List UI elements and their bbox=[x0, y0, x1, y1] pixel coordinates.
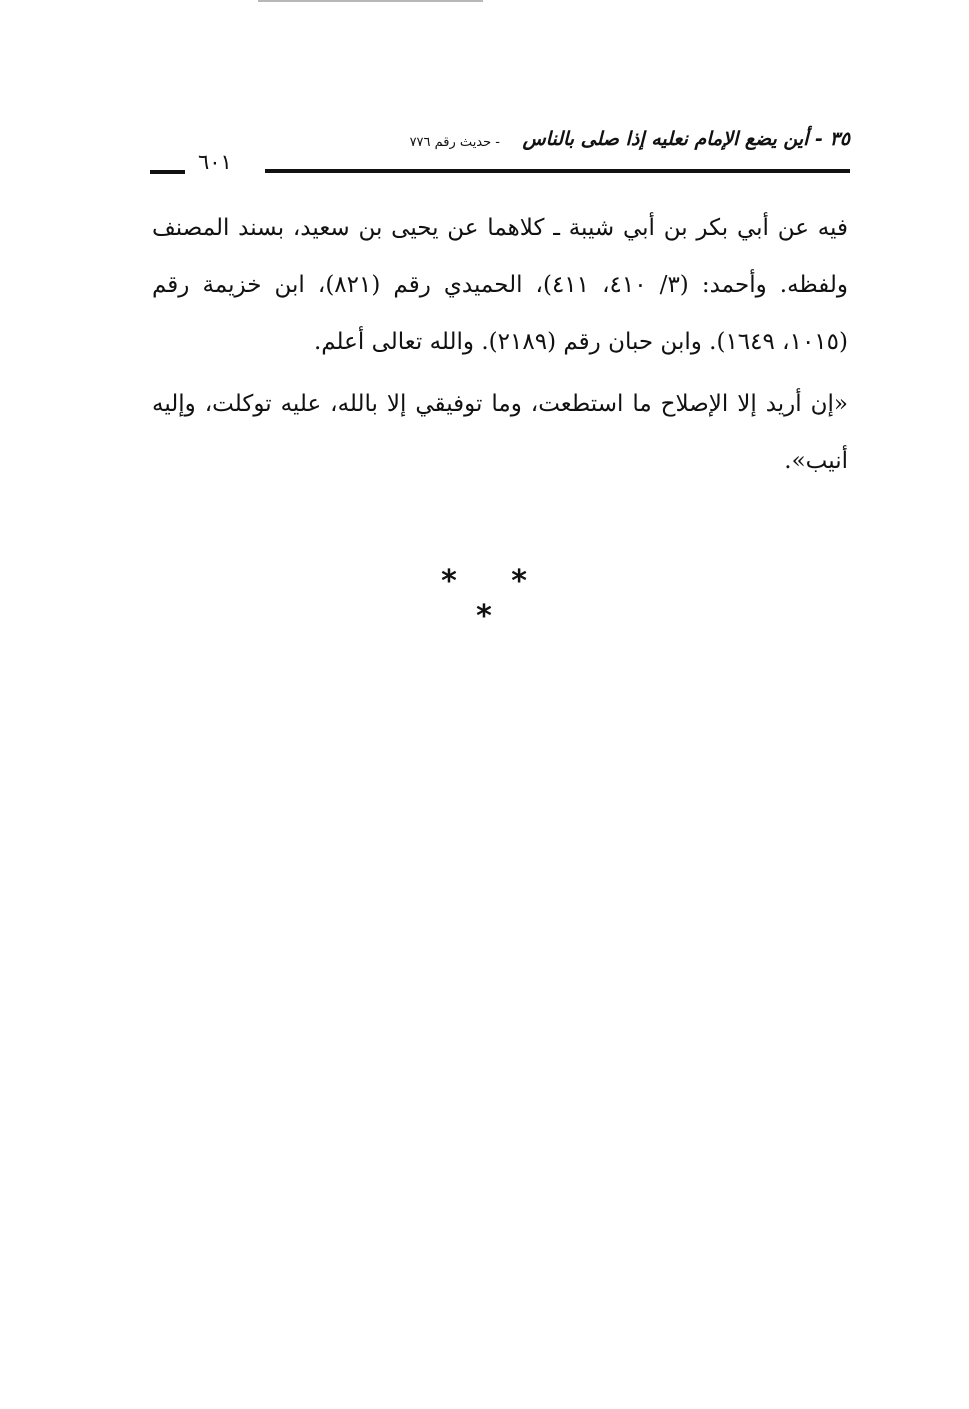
page-number-dash bbox=[150, 170, 185, 174]
running-header bbox=[150, 128, 850, 178]
scan-mark bbox=[258, 0, 483, 2]
page-number: ٦٠١ bbox=[198, 150, 232, 174]
chapter-title: ٣٥ - أين يضع الإمام نعليه إذا صلى بالناس bbox=[522, 128, 850, 150]
body-text bbox=[152, 200, 848, 490]
header-rule bbox=[265, 169, 850, 173]
paragraph-references: فيه عن أبي بكر بن أبي شيبة ـ كلاهما عن يحيى بن سعيد، بسند المصنف ولفظه. وأحمد: (٣/ ٤١٠، ٤١١)، الحميدي رقم (٨٢١)، ابن خزيمة رقم (١٠١٥، ١٦٤٩). وابن حبان رقم (٢١٨٩). والله تعالى أعلم. bbox=[152, 215, 849, 355]
section-separator: * * * bbox=[441, 564, 549, 634]
paragraph-quote: «إن أريد إلا الإصلاح ما استطعت، وما توفيقي إلا بالله، عليه توكلت، وإليه أنيب». bbox=[152, 391, 848, 474]
hadith-number: - حديث رقم ٧٧٦ bbox=[409, 135, 500, 150]
